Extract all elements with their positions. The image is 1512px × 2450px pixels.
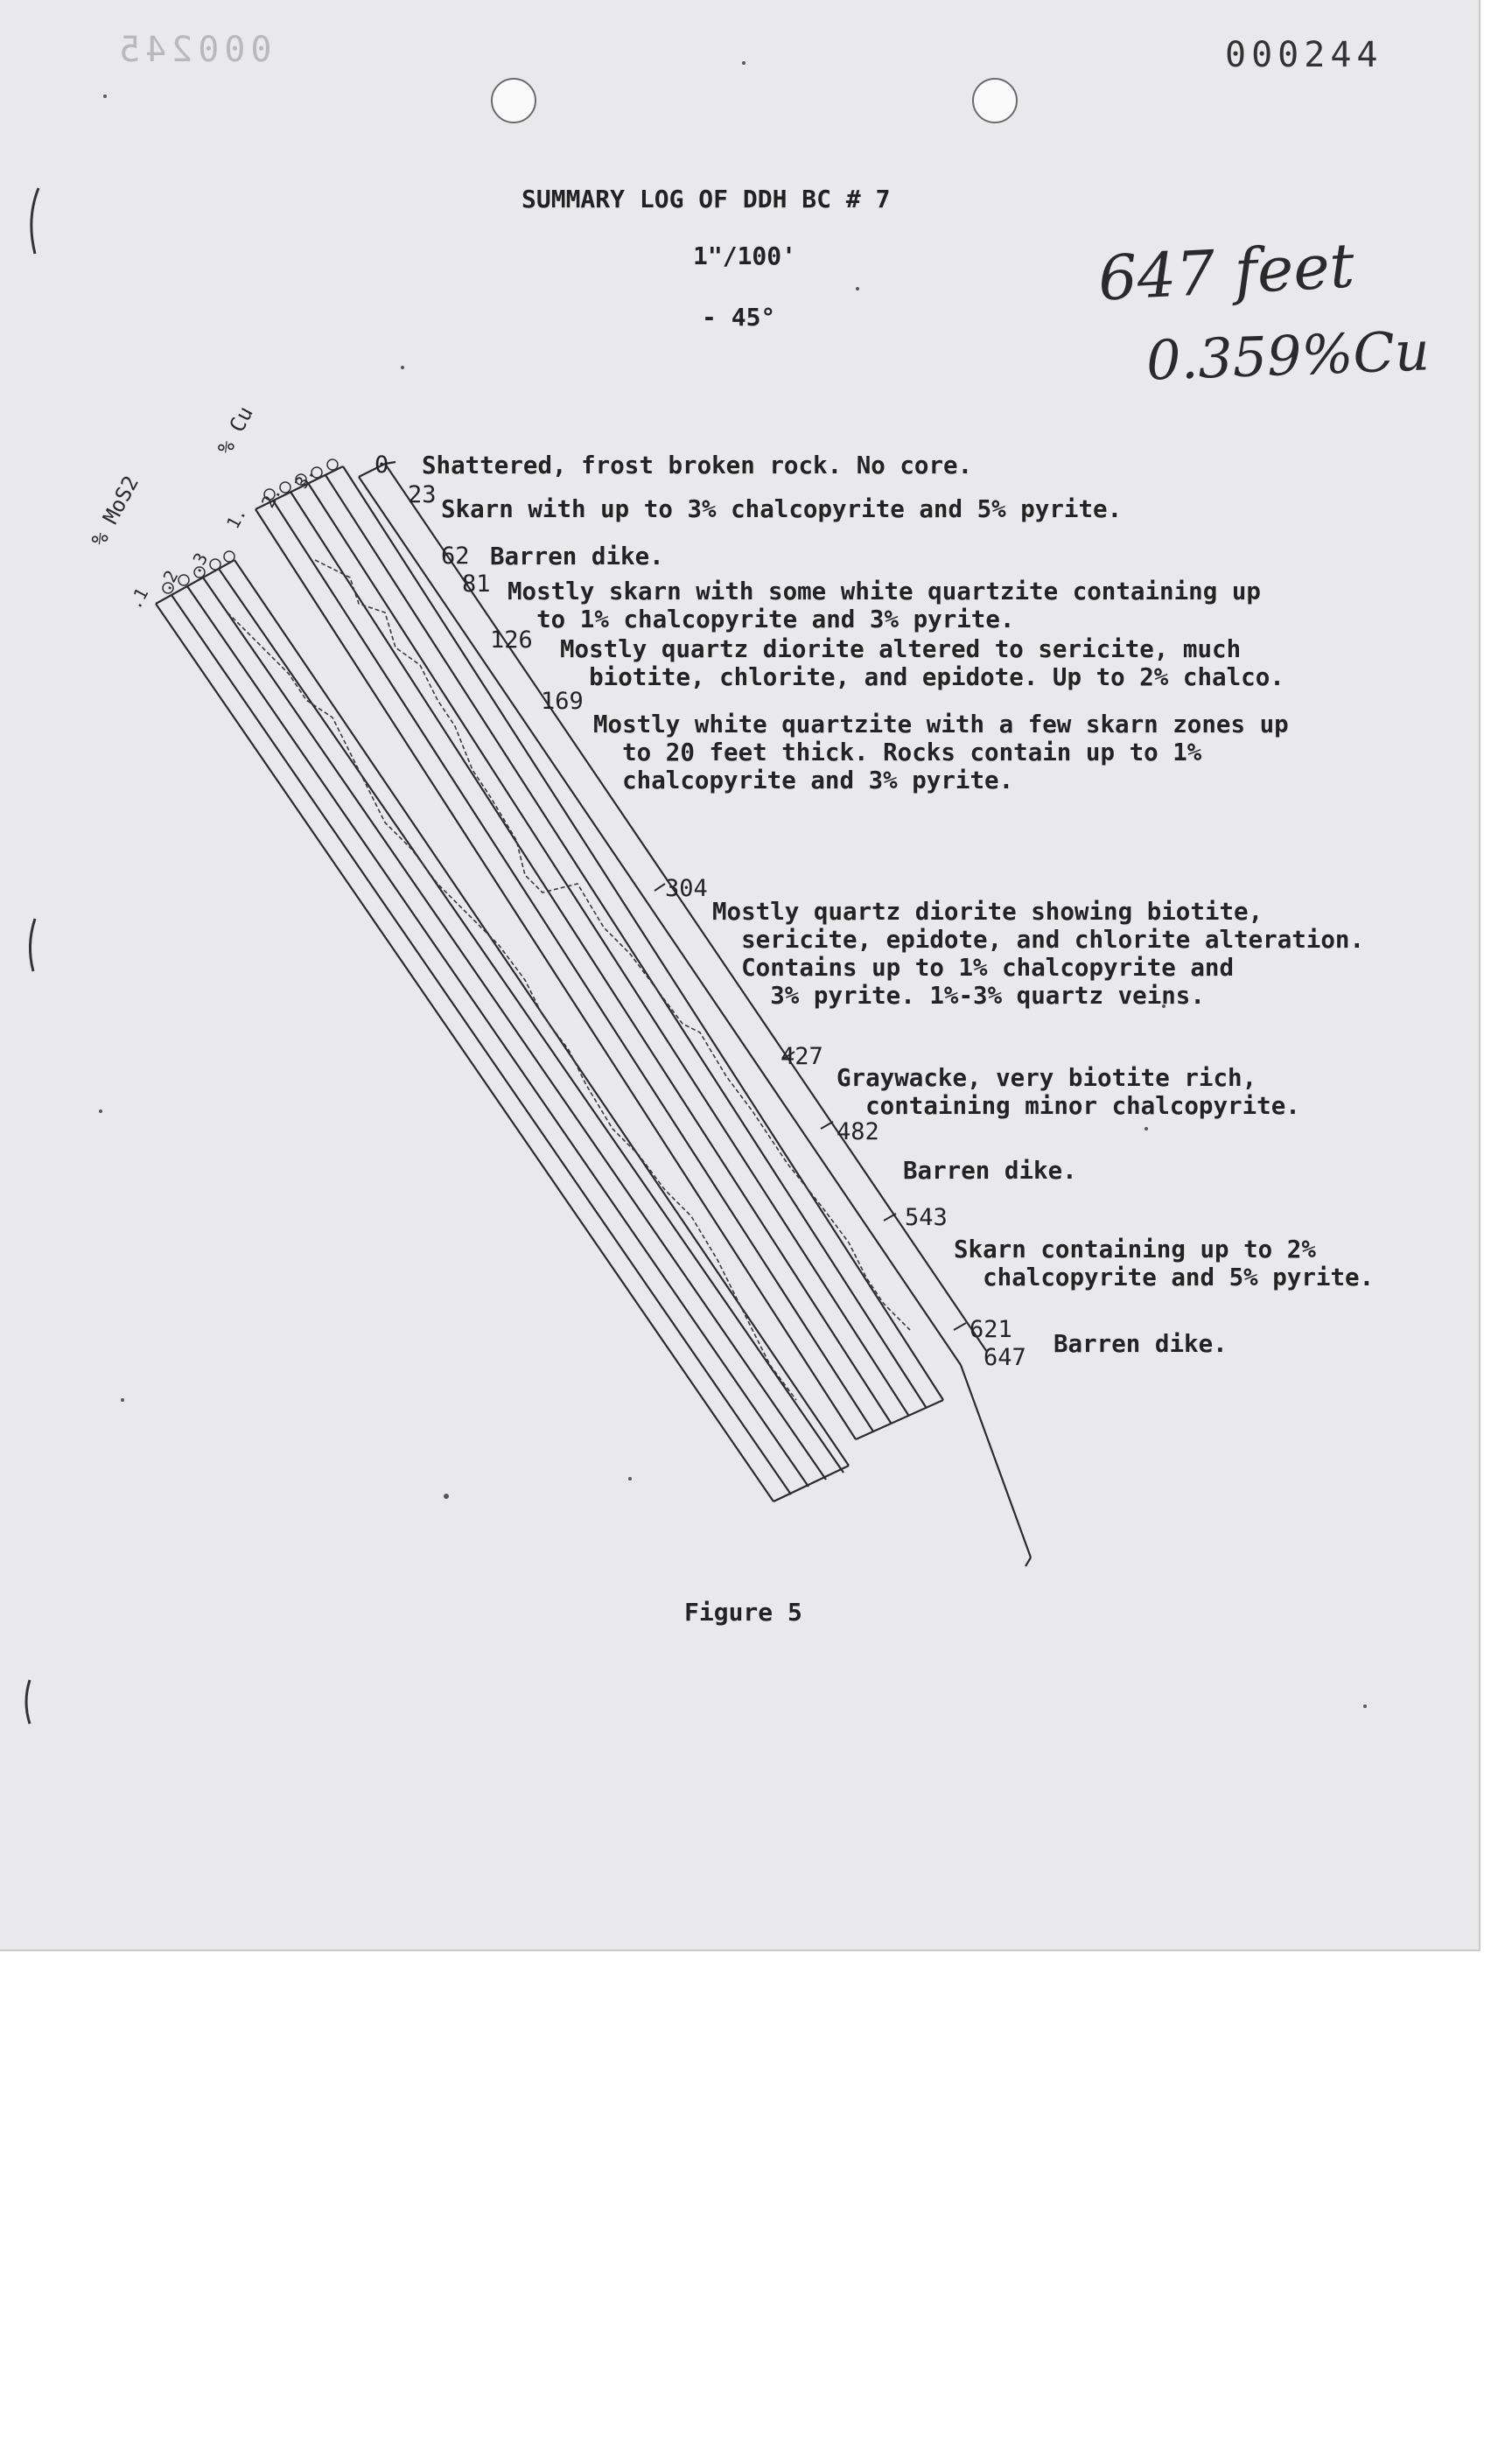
depth-label: 23: [408, 481, 437, 508]
interval-description: Shattered, frost broken rock. No core.: [422, 452, 973, 480]
mos2-tick-2: .2: [153, 566, 183, 596]
depth-label: 81: [462, 570, 491, 598]
cu-column-label: % Cu: [212, 402, 258, 459]
depth-label: 427: [780, 1043, 823, 1070]
interval-description: Skarn with up to 3% chalcopyrite and 5% pyrite.: [441, 495, 1123, 523]
depth-label: 543: [905, 1204, 948, 1231]
interval-description: Barren dike.: [490, 542, 664, 570]
cu-tick-2: 2.: [256, 482, 286, 512]
doc-number: 000244: [1225, 35, 1383, 75]
depth-label: 647: [984, 1344, 1026, 1371]
depth-label: 304: [665, 875, 708, 902]
depth-label: 621: [970, 1316, 1012, 1343]
depth-label: 169: [541, 688, 584, 715]
interval-description: Graywacke, very biotite rich, containing minor chalcopyrite.: [836, 1064, 1300, 1120]
inclination-label: - 45°: [702, 303, 776, 332]
handwritten-length: 647 feet: [1096, 229, 1356, 315]
mos2-tick-1: .1: [123, 584, 153, 613]
interval-description: Mostly skarn with some white quartzite containing up to 1% chalcopyrite and 3% pyrite.: [508, 578, 1261, 634]
cu-tick-1: 1.: [221, 503, 251, 533]
depth-label: 62: [441, 542, 470, 570]
depth-label: 482: [836, 1118, 879, 1145]
handwritten-grade: 0.359%Cu: [1144, 318, 1431, 393]
ghost-doc-number: 000245: [114, 30, 272, 70]
page-title: SUMMARY LOG OF DDH BC # 7: [522, 185, 891, 214]
interval-description: Mostly quartz diorite altered to sericite, much biotite, chlorite, and epidote. Up to 2% chalco.: [560, 635, 1284, 691]
depth-label: 126: [490, 626, 533, 654]
scale-label: 1"/100': [693, 242, 797, 270]
interval-description: Mostly white quartzite with a few skarn zones up to 20 feet thick. Rocks contain up to 1% chalcopyrite and 3% pyrite.: [593, 710, 1289, 794]
interval-description: Mostly quartz diorite showing biotite, sericite, epidote, and chlorite alteration. Contains up to 1% chalcopyrite and 3% pyrite. 1%-3% quartz veins.: [712, 898, 1365, 1010]
depth-label: 0: [374, 452, 389, 479]
interval-description: Skarn containing up to 2% chalcopyrite and 5% pyrite.: [954, 1236, 1375, 1292]
cu-tick-3: 3.: [290, 463, 319, 493]
interval-description: Barren dike.: [903, 1157, 1077, 1185]
figure-caption: Figure 5: [684, 1598, 802, 1627]
mos2-column-label: % MoS2: [86, 472, 144, 550]
mos2-tick-3: .3: [183, 549, 213, 578]
interval-description: Barren dike.: [1054, 1330, 1228, 1358]
